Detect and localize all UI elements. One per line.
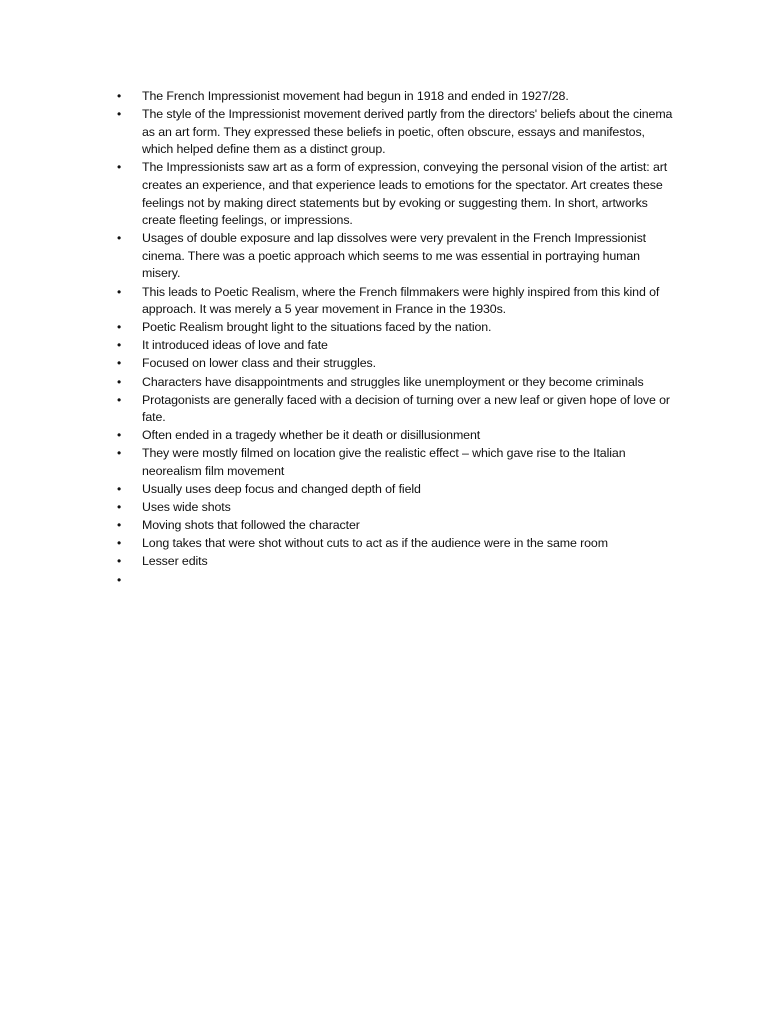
list-item (117, 481, 677, 499)
list-item-text: Long takes that were shot without cuts to act as if the audience were in the same room (142, 536, 608, 551)
list-item (117, 517, 677, 535)
list-item-text: Characters have disappointments and struggles like unemployment or they become criminals (142, 374, 644, 389)
list-item-text: Usages of double exposure and lap dissolves were very prevalent in the French Impressionist cinema. There was a poetic approach which seems to me was essential in portraying human misery. (142, 231, 647, 281)
list-item-text: They were mostly filmed on location give the realistic effect – which gave rise to the Italian neorealism film movement (142, 446, 626, 478)
list-item-text: This leads to Poetic Realism, where the French filmmakers were highly inspired from this kind of approach. It was merely a 5 year movement in France in the 1930s. (142, 284, 660, 317)
list-item (117, 553, 677, 571)
list-item-text: Uses wide shots (142, 500, 231, 515)
list-item-text: The French Impressionist movement had begun in 1918 and ended in 1927/28. (142, 89, 569, 103)
bullet-icon: • (117, 518, 122, 533)
list-item-text: The Impressionists saw art as a form of expression, conveying the personal vision of the artist: art creates an experience, and that experience leads to emotions for the spectator. Art creates these feelings not by making direct statements but by evoking or suggesting them. In short, artworks create fleeting feelings, or impressions. (142, 160, 668, 228)
bullet-list (117, 88, 677, 590)
list-item (117, 159, 677, 229)
bullet-icon: • (117, 536, 122, 551)
list-item (117, 337, 677, 355)
bullet-icon: • (117, 500, 122, 515)
bullet-icon: • (117, 374, 122, 389)
bullet-icon: • (117, 356, 122, 371)
bullet-icon: • (117, 231, 122, 246)
list-item-text: Moving shots that followed the character (142, 518, 360, 533)
bullet-icon: • (117, 284, 122, 299)
list-item (117, 535, 677, 553)
bullet-icon: • (117, 482, 122, 497)
list-item (117, 230, 677, 283)
list-item (117, 427, 677, 445)
list-item-text: Usually uses deep focus and changed depth of field (142, 482, 421, 497)
bullet-icon: • (117, 446, 122, 461)
bullet-icon: • (117, 89, 122, 103)
list-item-text: Lesser edits (142, 554, 208, 569)
list-item-text: The style of the Impressionist movement derived partly from the directors' beliefs about the cinema as an art form. They expressed these beliefs in poetic, often obscure, essays and manifestos, which helped define them as a distinct group. (142, 107, 673, 157)
bullet-icon: • (117, 320, 122, 335)
bullet-icon: • (117, 160, 122, 175)
list-item (117, 319, 677, 337)
bullet-icon: • (117, 392, 122, 407)
list-item (117, 445, 677, 480)
list-item (117, 355, 677, 373)
bullet-icon: • (117, 572, 122, 587)
list-item-empty (117, 572, 677, 590)
list-item (117, 374, 677, 392)
list-item-text: It introduced ideas of love and fate (142, 338, 328, 353)
list-item-text: Poetic Realism brought light to the situations faced by the nation. (142, 320, 492, 335)
list-item-text: Focused on lower class and their struggles. (142, 356, 376, 371)
list-item (117, 284, 677, 319)
list-item-text: Protagonists are generally faced with a decision of turning over a new leaf or given hope of love or fate. (142, 392, 670, 425)
bullet-icon: • (117, 107, 122, 122)
bullet-icon: • (117, 338, 122, 353)
list-item-text: Often ended in a tragedy whether be it death or disillusionment (142, 428, 481, 443)
list-item (117, 106, 677, 159)
list-item-text (142, 572, 677, 590)
bullet-icon: • (117, 428, 122, 443)
list-item (117, 392, 677, 427)
list-item (117, 88, 677, 106)
bullet-icon: • (117, 554, 122, 569)
list-item (117, 499, 677, 517)
